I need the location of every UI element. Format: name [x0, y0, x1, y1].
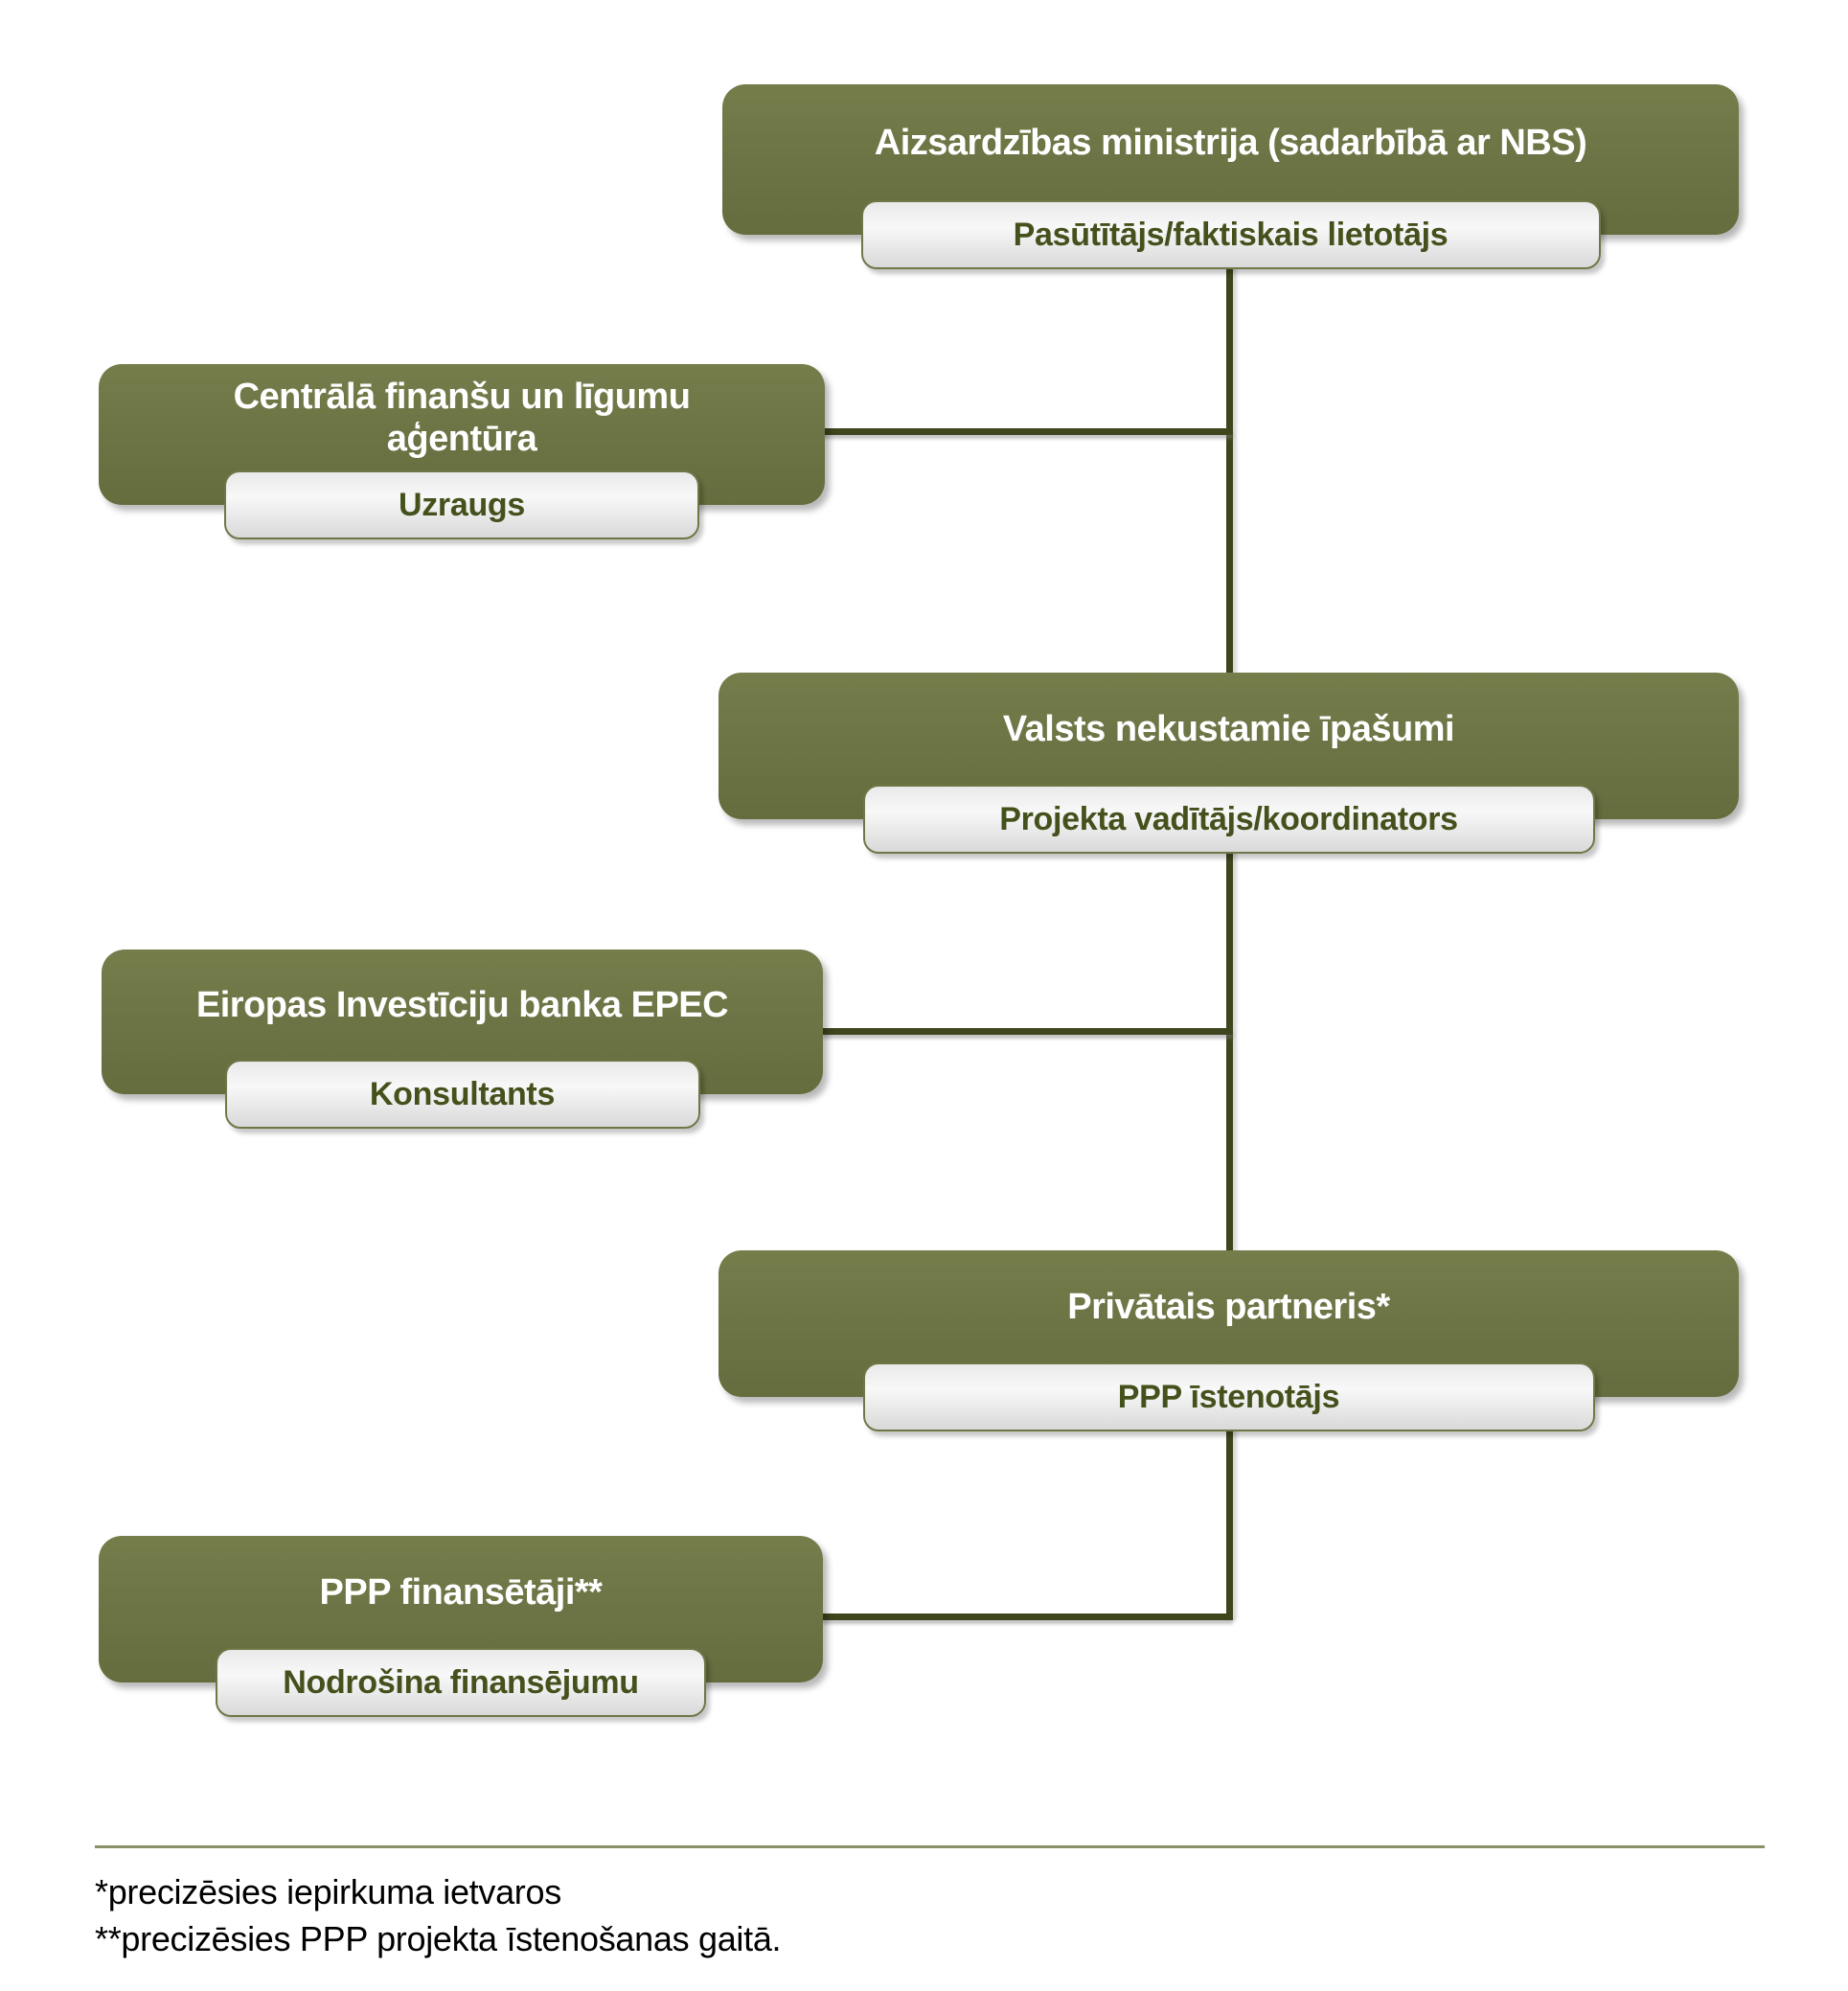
role-badge: Uzraugs — [224, 470, 699, 539]
node-valsts-nekustamie-ipasumi — [719, 673, 1739, 837]
role-badge: Konsultants — [225, 1060, 700, 1129]
footnote-asterisk: *precizēsies iepirkuma ietvaros — [95, 1872, 561, 1911]
role-badge: Pasūtītājs/faktiskais lietotājs — [861, 200, 1601, 269]
node-centrala-finansu-agentura — [99, 364, 825, 523]
node-title: Eiropas Investīciju banka EPEC — [195, 984, 729, 1025]
node-privatais-partneris — [719, 1250, 1739, 1415]
node-title: Privātais partneris* — [1067, 1286, 1390, 1327]
node-aizsardzibas-ministrija — [722, 84, 1739, 253]
footer-divider — [95, 1845, 1765, 1848]
node-title: Centrālā finanšu un līgumu aģentūra — [233, 376, 691, 459]
node-eiropas-investiciju-banka — [102, 950, 823, 1112]
role-badge: PPP īstenotājs — [863, 1362, 1595, 1431]
role-badge: Nodrošina finansējumu — [216, 1648, 706, 1717]
node-title: Valsts nekustamie īpašumi — [1002, 708, 1455, 749]
connector-cfla-branch — [823, 428, 1233, 435]
node-title: PPP finansētāji** — [319, 1571, 603, 1613]
node-ppp-finansetaji — [99, 1536, 823, 1701]
node-title: Aizsardzības ministrija (sadarbībā ar NBS) — [874, 122, 1587, 163]
role-badge: Projekta vadītājs/koordinators — [863, 785, 1595, 854]
connector-eib-branch — [823, 1028, 1233, 1035]
connector-finansetaji-branch — [823, 1613, 1233, 1620]
footnote-double-asterisk: **precizēsies PPP projekta īstenošanas gaitā. — [95, 1919, 782, 1958]
